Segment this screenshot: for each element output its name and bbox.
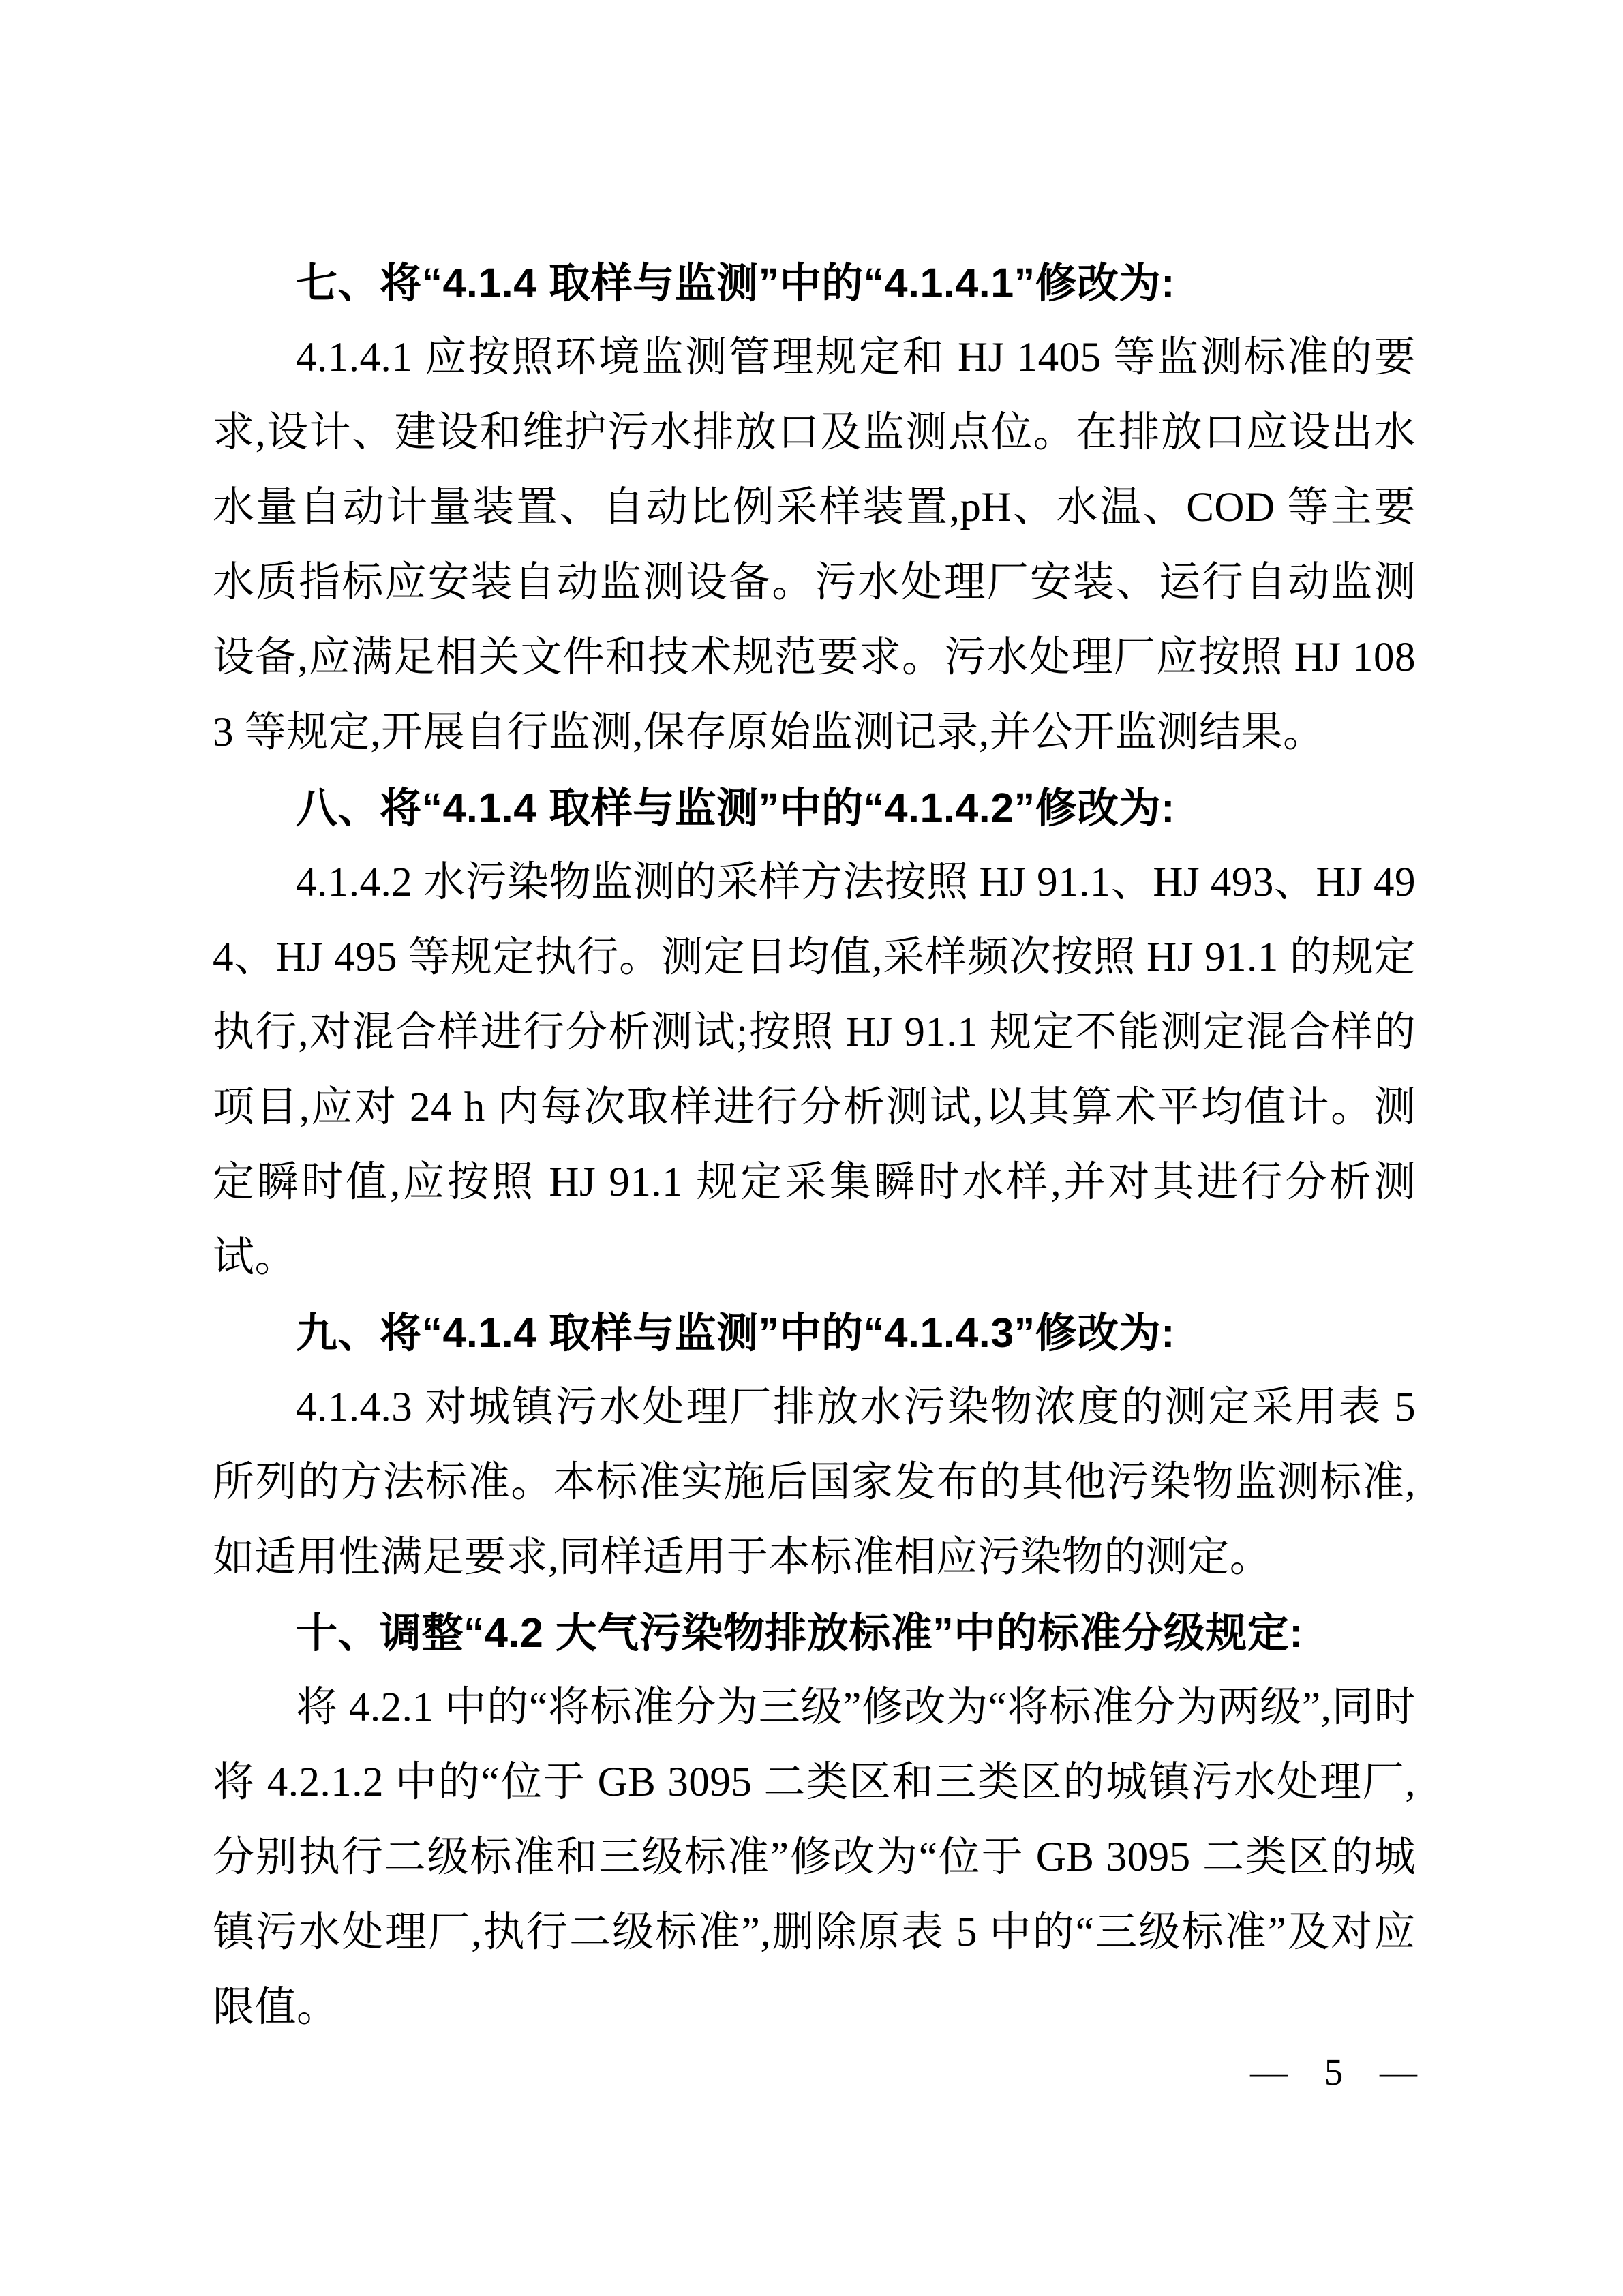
paragraph-4-1-4-3: 4.1.4.3 对城镇污水处理厂排放水污染物浓度的测定采用表 5 所列的方法标准。本标准实施后国家发布的其他污染物监测标准,如适用性满足要求,同样适用于本标准相应污染物的测定。	[213, 1385, 1416, 1580]
page-number: 5	[1324, 2051, 1345, 2093]
paragraph-4-1-4-1: 4.1.4.1 应按照环境监测管理规定和 HJ 1405 等监测标准的要求,设计、建设和维护污水排放口及监测点位。在排放口应设出水水量自动计量装置、自动比例采样装置,pH、水温、COD 等主要水质指标应安装自动监测设备。污水处理厂安装、运行自动监测设备,应满足相关文件和技术规范要求。污水处理厂应按照 HJ 1083 等规定,开展自行监测,保存原始监测记录,并公开监测结果。	[213, 335, 1416, 755]
paragraph-4-2-1-amendment: 将 4.2.1 中的“将标准分为三级”修改为“将标准分为两级”,同时将 4.2.1.2 中的“位于 GB 3095 二类区和三类区的城镇污水处理厂,分别执行二级标准和三级标准”修改为“位于 GB 3095 二类区的城镇污水处理厂,执行二级标准”,删除原表 5 中的“三级标准”及对应限值。	[213, 1685, 1416, 2030]
footer-dash-left: —	[1250, 2051, 1289, 2093]
heading-eight: 八、将“4.1.4 取样与监测”中的“4.1.4.2”修改为:	[296, 785, 1175, 831]
paragraph-4-1-4-2: 4.1.4.2 水污染物监测的采样方法按照 HJ 91.1、HJ 493、HJ 494、HJ 495 等规定执行。测定日均值,采样频次按照 HJ 91.1 的规定执行,对混合样进行分析测试;按照 HJ 91.1 规定不能测定混合样的项目,应对 24 h 内每次取样进行分析测试,以其算术平均值计。测定瞬时值,应按照 HJ 91.1 规定采集瞬时水样,并对其进行分析测试。	[213, 860, 1416, 1280]
heading-nine: 九、将“4.1.4 取样与监测”中的“4.1.4.3”修改为:	[296, 1310, 1175, 1356]
page-footer-inner	[1250, 2049, 1419, 2096]
footer-dash-right: —	[1380, 2051, 1419, 2093]
heading-ten: 十、调整“4.2 大气污染物排放标准”中的标准分级规定:	[296, 1610, 1304, 1656]
page-content	[213, 245, 1416, 2045]
heading-seven: 七、将“4.1.4 取样与监测”中的“4.1.4.1”修改为:	[296, 260, 1175, 306]
